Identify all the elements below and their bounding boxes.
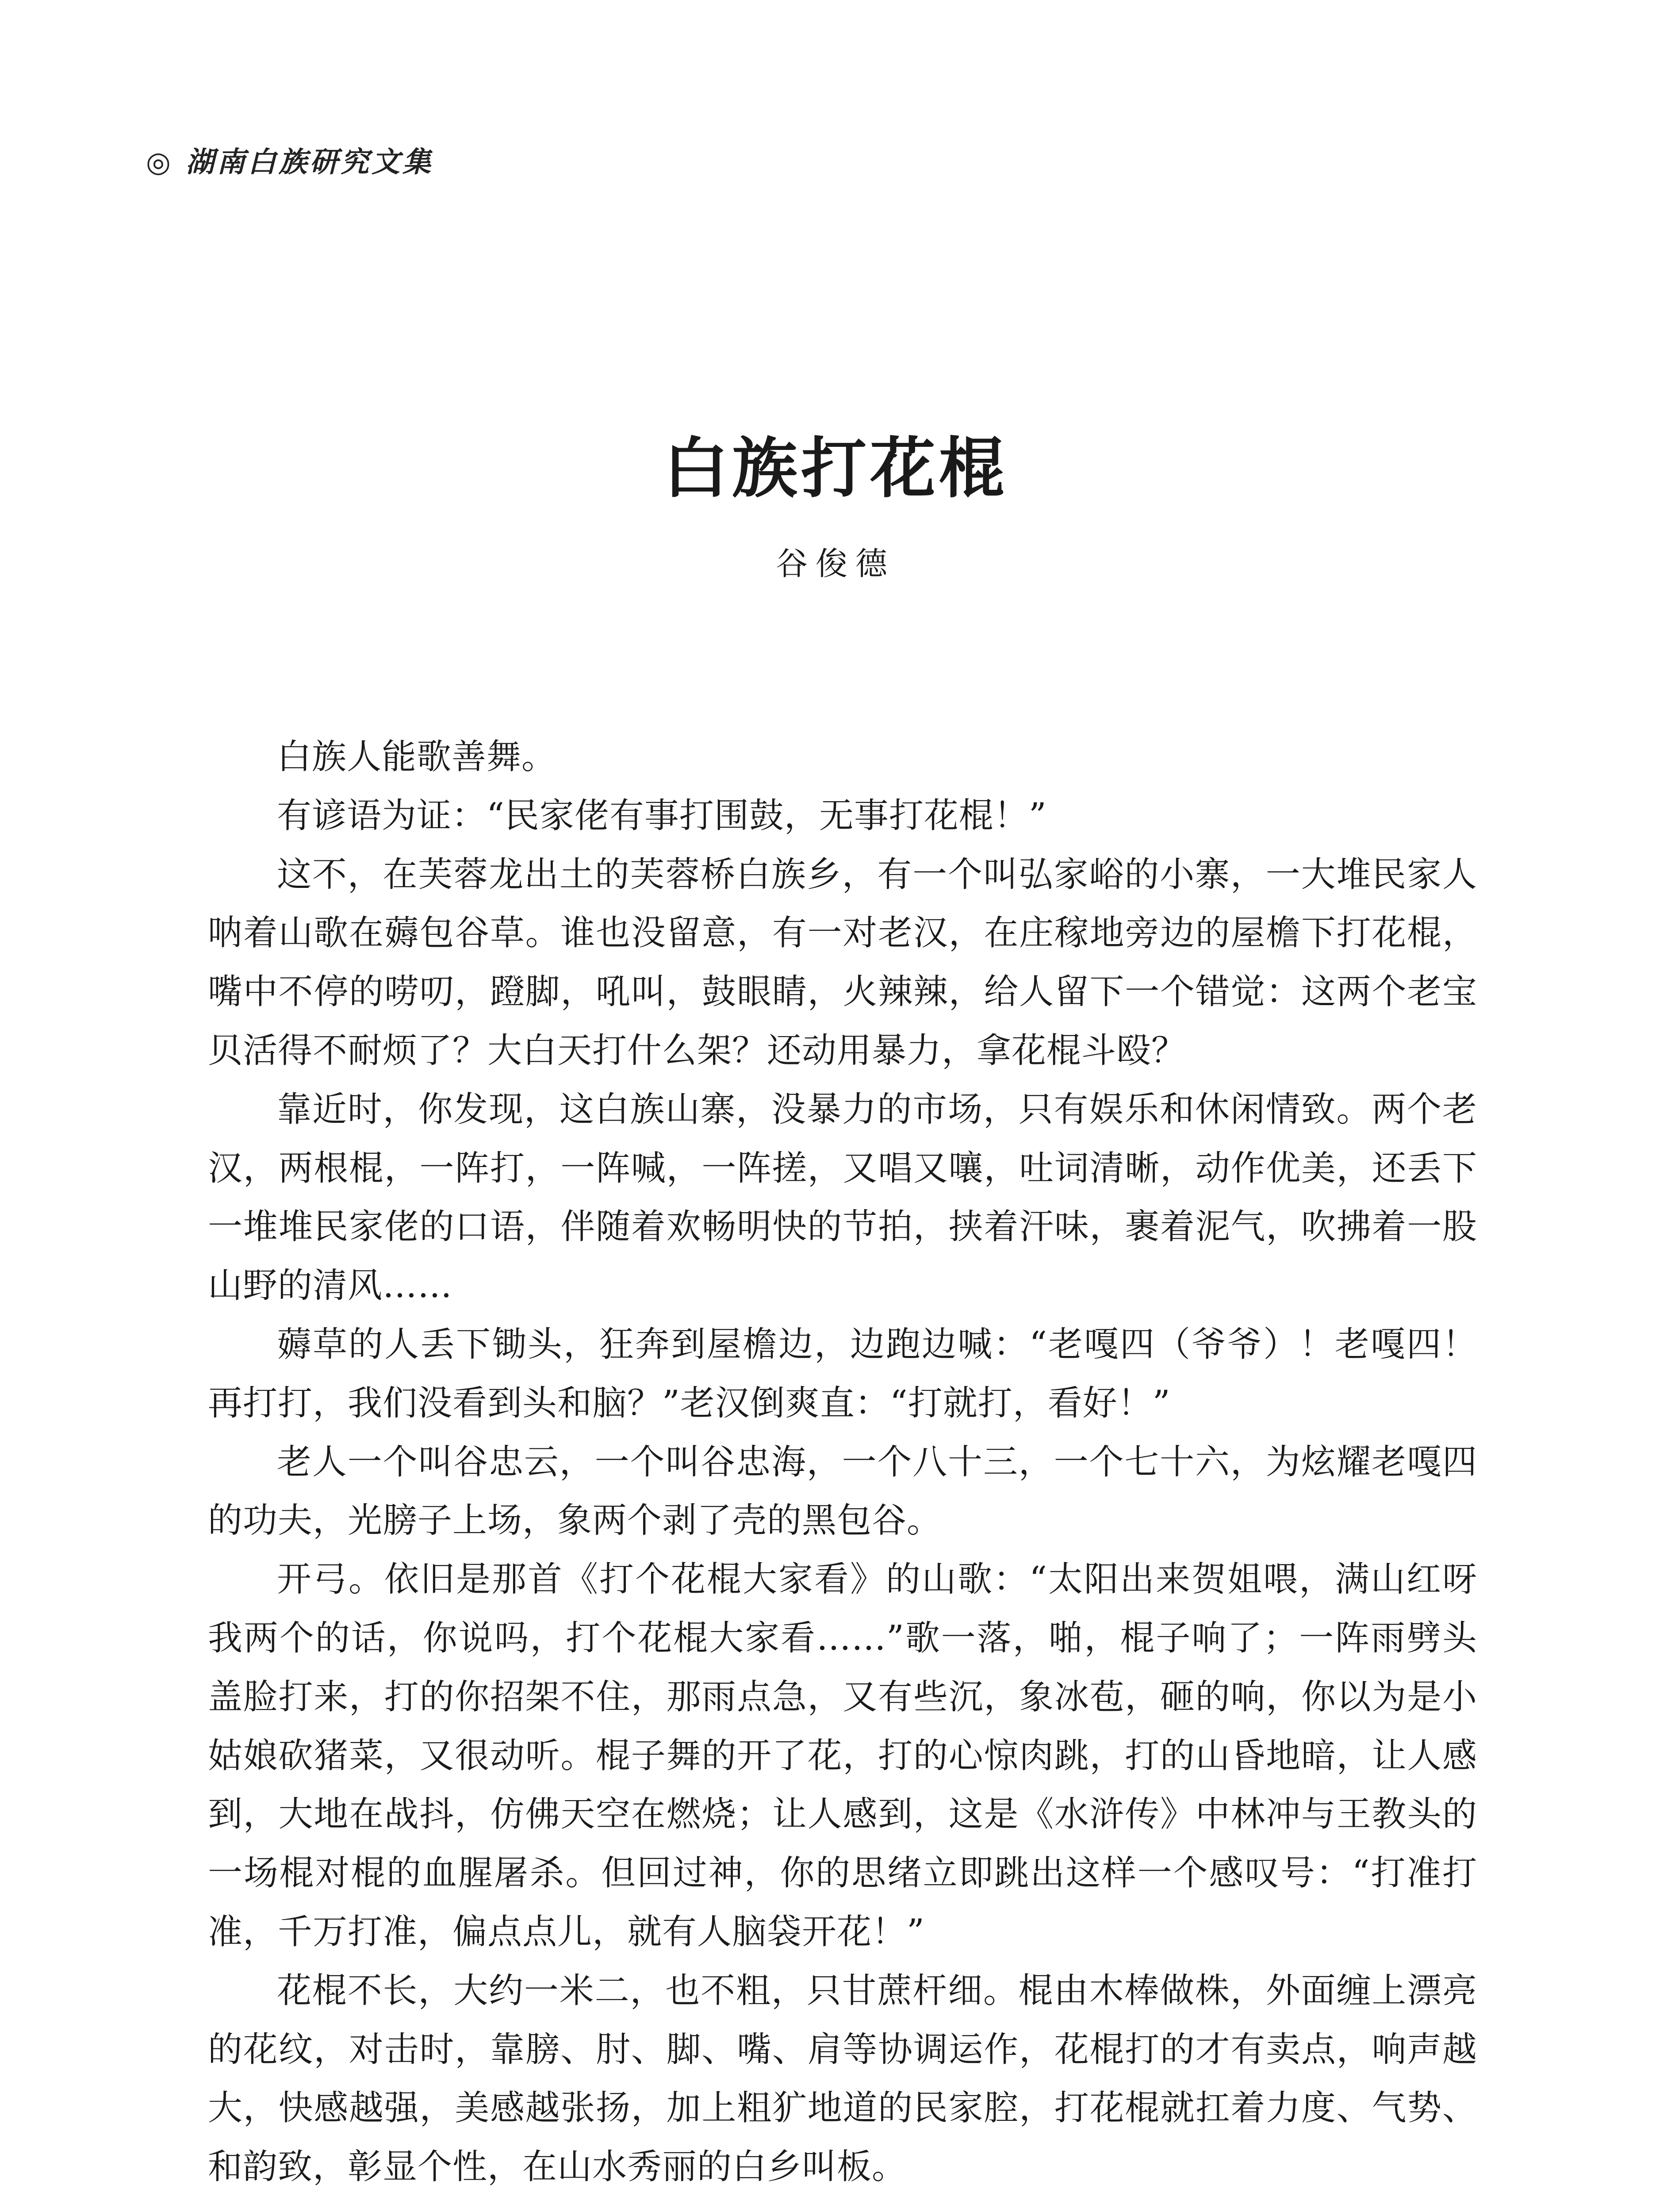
paragraph: 有谚语为证：“民家佬有事打围鼓，无事打花棍！” — [277, 795, 1047, 836]
paragraph: 老人一个叫谷忠云，一个叫谷忠海，一个八十三，一个七十六，为炫耀老嘎四的功夫，光膀子上场，象两个剥了壳的黑包谷。 — [208, 1442, 1477, 1541]
paragraph: 白族人能歌善舞。 — [277, 737, 557, 777]
paragraph: 这不，在芙蓉龙出土的芙蓉桥白族乡，有一个叫弘家峪的小寨，一大堆民家人呐着山歌在薅包谷草。谁也没留意，有一对老汉，在庄稼地旁边的屋檐下打花棍，嘴中不停的唠叨，蹬脚，吼叫，鼓眼睛，火辣辣，给人留下一个错觉：这两个老宝贝活得不耐烦了？大白天打什么架？还动用暴力，拿花棍斗殴？ — [208, 854, 1477, 1071]
article-title: 白族打花棍 — [663, 430, 1008, 507]
paragraph: 花棍不长，大约一米二，也不粗，只甘蔗杆细。棍由木棒做株，外面缠上漂亮的花纹，对击时，靠膀、肘、脚、嘴、肩等协调运作，花棍打的才有卖点，响声越大，快感越强，美感越张扬，加上粗犷地道的民家腔，打花棍就扛着力度、气势、和韵致，彰显个性，在山水秀丽的白乡叫板。 — [208, 1970, 1477, 2187]
author-name: 谷俊德 — [775, 545, 895, 582]
paragraph: 薅草的人丢下锄头，狂奔到屋檐边，边跑边喊：“老嘎四（爷爷）！老嘎四！再打打，我们没看到头和脑？”老汉倒爽直：“打就打，看好！” — [208, 1324, 1477, 1423]
paragraph: 靠近时，你发现，这白族山寨，没暴力的市场，只有娱乐和休闲情致。两个老汉，两根棍，一阵打，一阵喊，一阵搓，又唱又嚷，吐词清晰，动作优美，还丢下一堆堆民家佬的口语，伴随着欢畅明快的节拍，挟着汗味，裹着泥气，吹拂着一股山野的清风…… — [208, 1089, 1477, 1306]
article-body — [208, 728, 1477, 2197]
paragraph: 开弓。依旧是那首《打个花棍大家看》的山歌：“太阳出来贺姐喂，满山红呀我两个的话，你说吗，打个花棍大家看……”歌一落，啪，棍子响了；一阵雨劈头盖脸打来，打的你招架不住，那雨点急，又有些沉，象冰苞，砸的响，你以为是小姑娘砍猪菜，又很动听。棍子舞的开了花，打的心惊肉跳，打的山昏地暗，让人感到，大地在战抖，仿佛天空在燃烧；让人感到，这是《水浒传》中林冲与王教头的一场棍对棍的血腥屠杀。但回过神，你的思绪立即跳出这样一个感叹号：“打准打准，千万打准，偏点点儿，就有人脑袋开花！” — [208, 1559, 1477, 1952]
running-head: ◎ 湖南白族研究文集 — [146, 146, 434, 179]
